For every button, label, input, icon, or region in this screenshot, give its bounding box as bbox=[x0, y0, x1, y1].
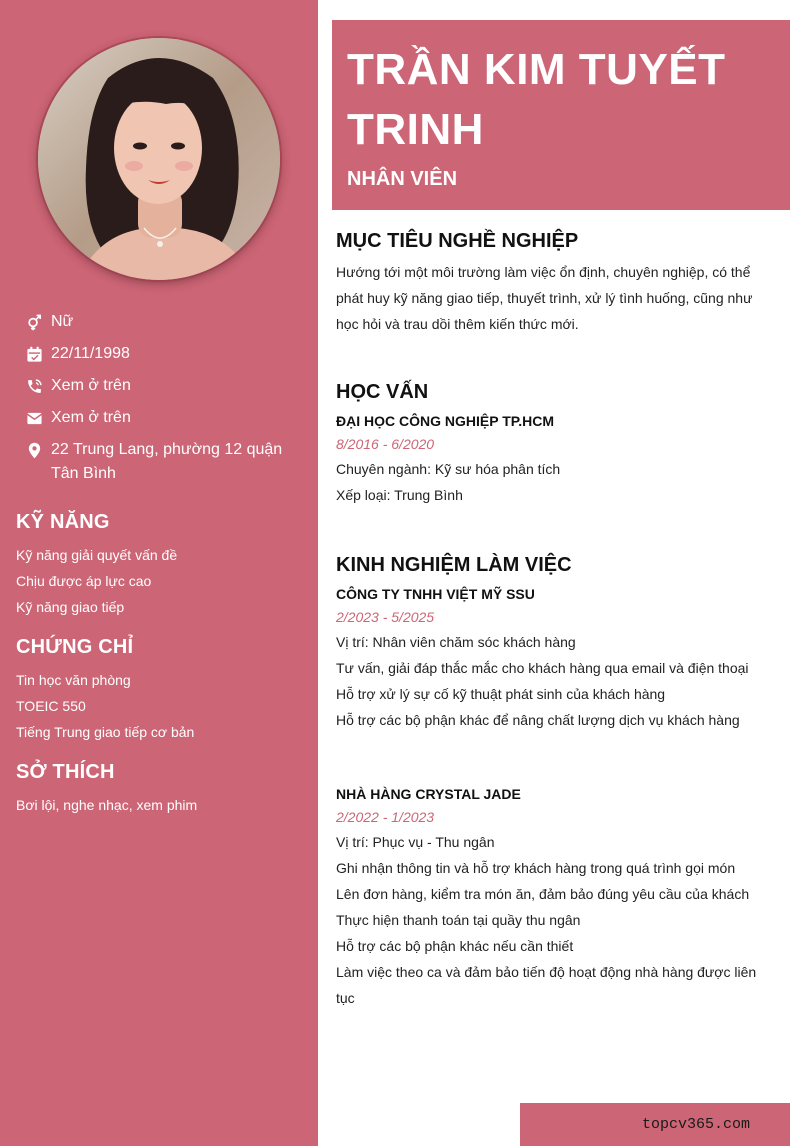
watermark-text: topcv365.com bbox=[641, 1116, 750, 1133]
info-address bbox=[24, 438, 294, 486]
education-section bbox=[336, 378, 766, 508]
email-icon bbox=[24, 406, 44, 430]
job-line: Hỗ trợ xử lý sự cố kỹ thuật phát sinh của khách hàng bbox=[336, 686, 666, 702]
info-birthday bbox=[24, 342, 294, 366]
email-value: Xem ở trên bbox=[51, 409, 131, 426]
company-name: CÔNG TY TNHH VIỆT MỸ SSU bbox=[336, 586, 535, 602]
profile-photo bbox=[38, 38, 280, 280]
education-title: HỌC VẤN bbox=[336, 381, 429, 403]
gender-value: Nữ bbox=[51, 313, 74, 330]
job-line: Lên đơn hàng, kiểm tra món ăn, đảm bảo đúng yêu cầu của khách bbox=[336, 886, 750, 902]
skill-item: Chịu được áp lực cao bbox=[16, 573, 152, 589]
job-entry bbox=[336, 583, 766, 733]
job-line: Hỗ trợ các bộ phận khác để nâng chất lượng dịch vụ khách hàng bbox=[336, 712, 740, 728]
skills-title: KỸ NĂNG bbox=[16, 511, 110, 533]
experience-section bbox=[336, 551, 766, 1011]
education-line: Xếp loại: Trung Bình bbox=[336, 487, 463, 503]
profile-photo-illustration bbox=[38, 38, 280, 280]
hobby-item: Bơi lội, nghe nhạc, xem phim bbox=[16, 797, 198, 813]
skills-section bbox=[16, 510, 306, 620]
objective-text: Hướng tới một môi trường làm việc ổn định, chuyên nghiệp, có thể phát huy kỹ năng giao tiếp, thuyết trình, xử lý tình huống, cũng như học hỏi và trau dồi thêm kiến thức mới. bbox=[336, 264, 753, 332]
skill-item: Kỹ năng giải quyết vấn đề bbox=[16, 547, 178, 563]
job-title: NHÂN VIÊN bbox=[347, 168, 458, 190]
job-line: Vị trí: Nhân viên chăm sóc khách hàng bbox=[336, 634, 576, 650]
job-period: 2/2022 - 1/2023 bbox=[336, 809, 435, 825]
info-email bbox=[24, 406, 294, 430]
job-line: Thực hiện thanh toán tại quầy thu ngân bbox=[336, 912, 581, 928]
experience-title: KINH NGHIỆM LÀM VIỆC bbox=[336, 554, 572, 576]
job-line: Làm việc theo ca và đảm bảo tiến độ hoạt động nhà hàng được liên tục bbox=[336, 964, 757, 1006]
name-header bbox=[332, 20, 790, 210]
objective-title: MỤC TIÊU NGHỀ NGHIỆP bbox=[336, 230, 579, 252]
info-phone bbox=[24, 374, 294, 398]
gender-icon bbox=[24, 310, 44, 334]
job-entry bbox=[336, 783, 766, 1011]
info-gender bbox=[24, 310, 294, 334]
job-line: Vị trí: Phục vụ - Thu ngân bbox=[336, 834, 495, 850]
certificate-item: Tin học văn phòng bbox=[16, 672, 131, 688]
address-value: 22 Trung Lang, phường 12 quận Tân Bình bbox=[51, 441, 283, 482]
job-period: 2/2023 - 5/2025 bbox=[336, 609, 435, 625]
calendar-icon bbox=[24, 342, 44, 366]
watermark-badge bbox=[520, 1103, 790, 1146]
education-line: Chuyên ngành: Kỹ sư hóa phân tích bbox=[336, 461, 561, 477]
certificate-item: TOEIC 550 bbox=[16, 698, 86, 714]
birthday-value: 22/11/1998 bbox=[51, 345, 130, 362]
hobbies-section bbox=[16, 760, 306, 818]
company-name: NHÀ HÀNG CRYSTAL JADE bbox=[336, 786, 521, 802]
sidebar bbox=[0, 0, 318, 1146]
location-icon bbox=[24, 438, 44, 462]
hobbies-title: SỞ THÍCH bbox=[16, 761, 115, 783]
job-line: Ghi nhận thông tin và hỗ trợ khách hàng trong quá trình gọi món bbox=[336, 860, 736, 876]
job-line: Hỗ trợ các bộ phận khác nếu cần thiết bbox=[336, 938, 574, 954]
skill-item: Kỹ năng giao tiếp bbox=[16, 599, 125, 615]
personal-info-list bbox=[24, 310, 294, 494]
certificates-section bbox=[16, 635, 306, 745]
phone-icon bbox=[24, 374, 44, 398]
certificates-title: CHỨNG CHỈ bbox=[16, 636, 134, 658]
job-line: Tư vấn, giải đáp thắc mắc cho khách hàng qua email và điện thoại bbox=[336, 660, 749, 676]
school-name: ĐẠI HỌC CÔNG NGHIỆP TP.HCM bbox=[336, 413, 555, 429]
education-period: 8/2016 - 6/2020 bbox=[336, 436, 435, 452]
certificate-item: Tiếng Trung giao tiếp cơ bản bbox=[16, 724, 195, 740]
phone-value: Xem ở trên bbox=[51, 377, 131, 394]
objective-section bbox=[336, 227, 766, 337]
full-name: TRẦN KIM TUYẾT TRINH bbox=[347, 45, 726, 154]
